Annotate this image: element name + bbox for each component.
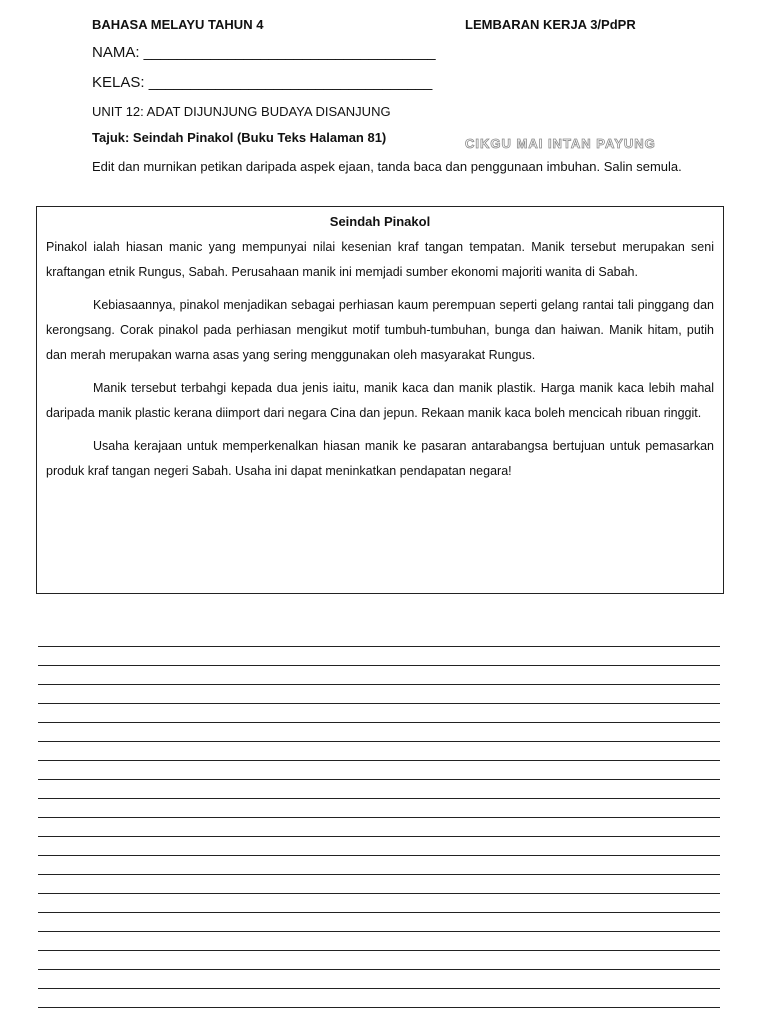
subject-heading: BAHASA MELAYU TAHUN 4 [92,17,264,32]
worksheet-number: LEMBARAN KERJA 3/PdPR [465,17,636,32]
answer-line[interactable] [38,799,720,818]
passage-paragraph: Kebiasaannya, pinakol menjadikan sebagai perhiasan kaum perempuan seperti gelang rantai tali pinggang dan kerongsang. Corak pinakol pada perhiasan mengikut motif tumbuh-tumbuhan, bunga dan haiwan. Manik hitam, putih dan merah merupakan warna asas yang sering menggunakan oleh masyarakat Rungus. [46,298,714,362]
answer-line[interactable] [38,989,720,1008]
answer-line[interactable] [38,818,720,837]
passage-paragraph: Manik tersebut terbahgi kepada dua jenis iaitu, manik kaca dan manik plastik. Harga manik kaca lebih mahal daripada manik plastic kerana diimport dari negara Cina dan jepun. Rekaan manik kaca boleh mencicah ribuan ringgit. [46,381,714,420]
passage-paragraph: Pinakol ialah hiasan manic yang mempunyai nilai kesenian kraf tangan tempatan. Manik tersebut merupakan seni kraftangan etnik Rungus, Sabah. Perusahaan manik ini memjadi sumber ekonomi majoriti wanita di Sabah. [46,240,714,279]
answer-line[interactable] [38,932,720,951]
passage-box [36,206,724,594]
answer-line[interactable] [38,951,720,970]
answer-lines[interactable] [38,628,720,1008]
answer-line[interactable] [38,875,720,894]
class-field[interactable]: KELAS: __________________________________ [92,74,433,91]
unit-title: UNIT 12: ADAT DIJUNJUNG BUDAYA DISANJUNG [92,104,391,119]
answer-line[interactable] [38,704,720,723]
name-field[interactable]: NAMA: ___________________________________ [92,44,436,61]
passage-paragraph: Usaha kerajaan untuk memperkenalkan hiasan manik ke pasaran antarabangsa bertujuan untuk pemasarkan produk kraf tangan negeri Sabah. Usaha ini dapat meninkatkan pendapatan negara! [46,439,714,478]
passage-title: Seindah Pinakol [329,214,431,229]
answer-line[interactable] [38,894,720,913]
answer-line[interactable] [38,837,720,856]
answer-line[interactable] [38,970,720,989]
answer-line[interactable] [38,685,720,704]
answer-line[interactable] [38,761,720,780]
instruction-text: Edit dan murnikan petikan daripada aspek ejaan, tanda baca dan penggunaan imbuhan. Salin semula. [92,159,682,174]
answer-line[interactable] [38,628,720,647]
answer-line[interactable] [38,856,720,875]
author-watermark: CIKGU MAI INTAN PAYUNG [465,136,656,151]
answer-line[interactable] [38,913,720,932]
answer-line[interactable] [38,647,720,666]
answer-line[interactable] [38,742,720,761]
answer-line[interactable] [38,723,720,742]
answer-line[interactable] [38,666,720,685]
topic-title: Tajuk: Seindah Pinakol (Buku Teks Halaman 81) [92,130,387,145]
answer-line[interactable] [38,780,720,799]
